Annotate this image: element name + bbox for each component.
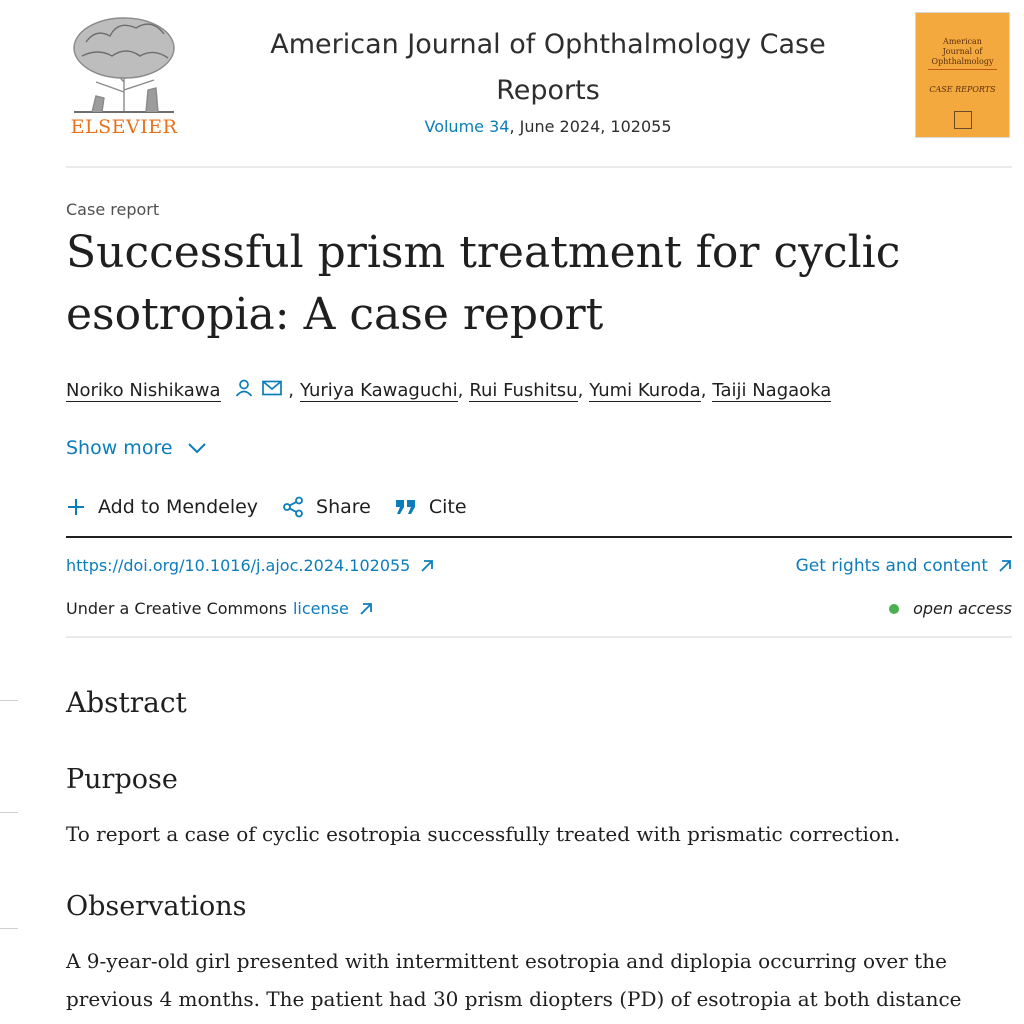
article-type: Case report <box>66 200 160 219</box>
doi-label: https://doi.org/10.1016/j.ajoc.2024.102055 <box>66 556 411 575</box>
external-link-icon <box>998 559 1012 573</box>
doi-link[interactable] <box>66 556 434 575</box>
issue-date: , June 2024, 102055 <box>509 117 672 136</box>
observations-line1: A 9-year-old girl presented with intermittent esotropia and diplopia occurring over the <box>66 949 947 973</box>
author-link[interactable]: Taiji Nagaoka <box>712 379 832 401</box>
share-label: Share <box>316 496 371 518</box>
share-icon <box>282 496 304 518</box>
person-icon[interactable] <box>234 378 254 403</box>
author-link[interactable]: Yumi Kuroda <box>589 379 701 401</box>
show-more-label: Show more <box>66 437 173 459</box>
author-link[interactable]: Yuriya Kawaguchi <box>300 379 458 401</box>
license-prefix: Under a Creative Commons <box>66 599 287 618</box>
open-access-dot-icon <box>889 604 899 614</box>
journal-title[interactable] <box>200 22 896 114</box>
purpose-text: To report a case of cyclic esotropia successfully treated with prismatic correction. <box>66 822 901 846</box>
article-actions <box>66 496 491 518</box>
open-access-badge <box>889 599 1012 618</box>
external-link-icon <box>420 559 434 573</box>
volume-link[interactable]: Volume 34 <box>424 117 510 136</box>
journal-title-line2[interactable]: Reports <box>496 75 600 106</box>
observations-heading: Observations <box>66 891 247 922</box>
abstract-heading: Abstract <box>66 686 187 719</box>
left-rail-mark <box>0 812 18 813</box>
header-divider <box>66 166 1012 168</box>
share-button[interactable] <box>282 496 371 518</box>
volume-info <box>200 117 896 136</box>
purpose-heading: Purpose <box>66 764 178 795</box>
mail-icon[interactable] <box>262 380 282 401</box>
journal-cover[interactable] <box>915 12 1010 138</box>
journal-title-line1[interactable]: American Journal of Ophthalmology Case <box>270 29 826 60</box>
cover-rule <box>928 69 997 70</box>
chevron-down-icon <box>187 442 207 454</box>
author-link[interactable]: Rui Fushitsu <box>469 379 578 401</box>
mendeley-label: Add to Mendeley <box>98 496 259 518</box>
observations-line2: previous 4 months. The patient had 30 prism diopters (PD) of esotropia at both distance <box>66 987 962 1011</box>
rights-link[interactable] <box>796 556 1012 576</box>
links-divider <box>66 636 1012 638</box>
rights-label: Get rights and content <box>795 556 988 576</box>
cover-line4: CASE REPORTS <box>929 85 996 94</box>
left-rail-mark <box>0 700 18 701</box>
cover-line3: Ophthalmology <box>931 57 994 66</box>
license-line <box>66 599 373 618</box>
license-link[interactable] <box>293 599 349 618</box>
add-to-mendeley-button[interactable] <box>66 496 258 518</box>
cover-line2: Journal of <box>942 47 983 56</box>
cover-line1: American <box>943 37 982 46</box>
cite-label: Cite <box>428 496 467 518</box>
cover-emblem-icon <box>954 111 972 129</box>
left-rail-mark <box>0 928 18 929</box>
plus-icon <box>66 497 86 517</box>
cite-button[interactable] <box>395 496 467 518</box>
quote-icon <box>395 498 417 516</box>
show-more-button[interactable] <box>66 437 207 459</box>
author-list: Noriko Nishikawa , Yuriya Kawaguchi, Rui Fushitsu, Yumi Kuroda, Taiji Nagaoka <box>66 378 831 403</box>
author-link[interactable]: Noriko Nishikawa <box>66 379 221 401</box>
publisher-wordmark: ELSEVIER <box>70 116 178 138</box>
open-access-label: open access <box>913 599 1012 618</box>
actions-divider <box>66 536 1012 538</box>
license-link-label: license <box>292 599 349 618</box>
external-link-icon <box>359 602 373 616</box>
article-title: Successful prism treatment for cyclic esotropia: A case report <box>66 227 901 340</box>
